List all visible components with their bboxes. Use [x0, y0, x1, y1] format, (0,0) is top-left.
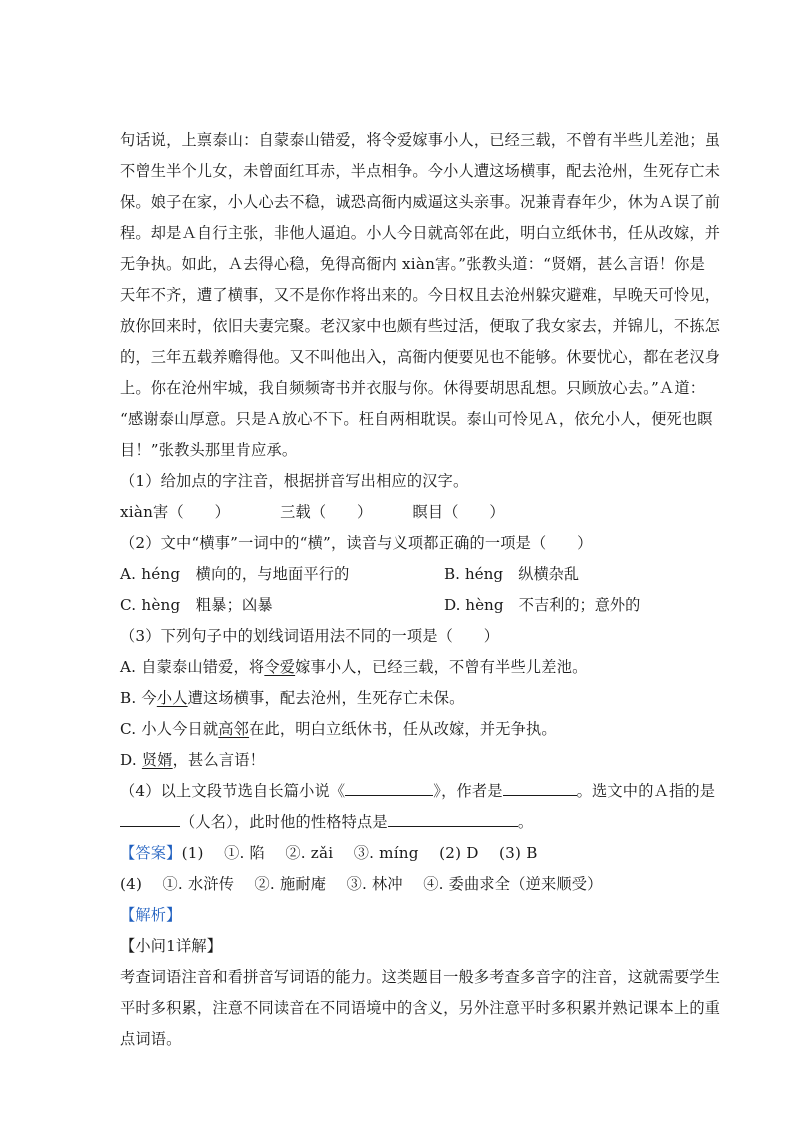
- passage-line: 无争执。如此，Ａ去得心稳，免得高衙内 xiàn害。”张教头道：“贤婿，甚么言语！你是: [120, 255, 705, 273]
- q4-text-5: 。: [517, 813, 534, 831]
- q4-text-4: （人名），此时他的性格特点是: [180, 813, 388, 831]
- passage-line: 程。却是Ａ自行主张，非他人逼迫。小人今日就高邻在此，明白立纸休书，任从改嫁，并: [120, 224, 721, 242]
- q2-option-a: A. héng 横向的，与地面平行的: [120, 565, 350, 583]
- passage-line: 不曾生半个儿女，未曾面红耳赤，半点相争。今小人遭这场横事，配去沧州，生死存亡未: [120, 162, 721, 180]
- question-2-stem: （2）文中“横事”一词中的“横”，读音与义项都正确的一项是（ ）: [120, 534, 593, 552]
- question-3-stem: （3）下列句子中的划线词语用法不同的一项是（ ）: [120, 627, 500, 645]
- blank-novel: [345, 781, 433, 796]
- blank-author: [503, 781, 577, 796]
- passage-line: “感谢泰山厚意。只是Ａ放心不下。枉自两相耽误。泰山可怜见Ａ，依允小人，便死也瞑: [120, 410, 713, 428]
- q4-text-3: 。选文中的Ａ指的是: [576, 782, 716, 800]
- passage-line: 保。娘子在家，小人心去不稳，诚恐高衙内威逼这头亲事。况兼青春年少，休为Ａ误了前: [120, 193, 721, 211]
- answer-line-1: [120, 843, 538, 863]
- q4-text-2: 》，作者是: [433, 782, 503, 800]
- q3-d-text-end: ，甚么言语！: [172, 751, 265, 769]
- q3-b-text: B. 今: [120, 689, 157, 707]
- q3-c-text: C. 小人今日就: [120, 720, 219, 738]
- passage-line: 上。你在沧州牢城，我自频频寄书并衣服与你。休得要胡思乱想。只顾放心去。”Ａ道：: [120, 379, 706, 397]
- blank-name: [120, 812, 180, 827]
- passage-line: 放你回来时，依旧夫妻完聚。老汉家中也颇有些过活，便取了我女家去，并锦儿，不拣怎: [120, 317, 721, 335]
- answer-text-1: (1) ①. 陷 ②. zǎi ③. míng (2) D (3) B: [181, 844, 538, 862]
- q1-item-2: 三载（ ）: [280, 503, 373, 521]
- q3-d-text: D.: [120, 751, 142, 769]
- q3-option-b: [120, 688, 465, 708]
- q3-c-text-end: 在此，明白立纸休书，任从改嫁，并无争执。: [249, 720, 557, 738]
- answer-label: 【答案】: [120, 844, 182, 862]
- question-4-line-1: [120, 781, 715, 801]
- passage-line: 句话说，上禀泰山：自蒙泰山错爱，将令爱嫁事小人，已经三载，不曾有半些儿差池；虽: [120, 131, 721, 149]
- passage-line: 的，三年五载养赡得他。又不叫他出入，高衙内便要见也不能够。休要忧心，都在老汉身: [120, 348, 721, 366]
- analysis-line: 平时多积累，注意不同读音在不同语境中的含义，另外注意平时多积累并熟记课本上的重: [120, 999, 721, 1017]
- analysis-line: 点词语。: [120, 1030, 182, 1048]
- q4-text-1: （4）以上文段节选自长篇小说《: [120, 782, 346, 800]
- answer-line-2: (4) ①. 水浒传 ②. 施耐庵 ③. 林冲 ④. 委曲求全（逆来顺受）: [120, 875, 603, 893]
- question-1-items: [120, 502, 505, 522]
- q3-b-underlined: 小人: [156, 689, 188, 707]
- q3-c-underlined: 高邻: [218, 720, 250, 738]
- analysis-subheading: 【小问1详解】: [120, 937, 223, 955]
- q3-a-text-end: 嫁事小人，已经三载，不曾有半些儿差池。: [295, 658, 588, 676]
- q1-item-1: xiàn害（ ）: [120, 503, 230, 521]
- blank-character: [388, 812, 518, 827]
- passage-line: 天年不齐，遭了横事，又不是你作将出来的。今日权且去沧州躲灾避难，早晚天可怜见，: [120, 286, 721, 304]
- analysis-line: 考查词语注音和看拼音写词语的能力。这类题目一般多考查多音字的注音，这就需要学生: [120, 968, 721, 986]
- q3-option-a: [120, 657, 587, 677]
- q3-option-d: [120, 750, 265, 770]
- question-1-stem: （1）给加点的字注音，根据拼音写出相应的汉字。: [120, 472, 469, 490]
- q2-option-c: C. hèng 粗暴；凶暴: [120, 596, 273, 614]
- q2-option-b: B. héng 纵横杂乱: [444, 565, 580, 583]
- analysis-label: 【解析】: [120, 906, 182, 924]
- question-4-line-2: [120, 812, 533, 832]
- q2-option-d: D. hèng 不吉利的；意外的: [444, 596, 641, 614]
- q3-a-text: A. 自蒙泰山错爱，将: [120, 658, 265, 676]
- q3-b-text-end: 遭这场横事，配去沧州，生死存亡未保。: [187, 689, 465, 707]
- q3-option-c: [120, 719, 557, 739]
- q1-item-3: 瞑目（ ）: [412, 503, 505, 521]
- q3-a-underlined: 令爱: [264, 658, 296, 676]
- q3-d-underlined: 贤婿: [141, 751, 173, 769]
- passage-line: 目！”张教头那里肯应承。: [120, 441, 298, 459]
